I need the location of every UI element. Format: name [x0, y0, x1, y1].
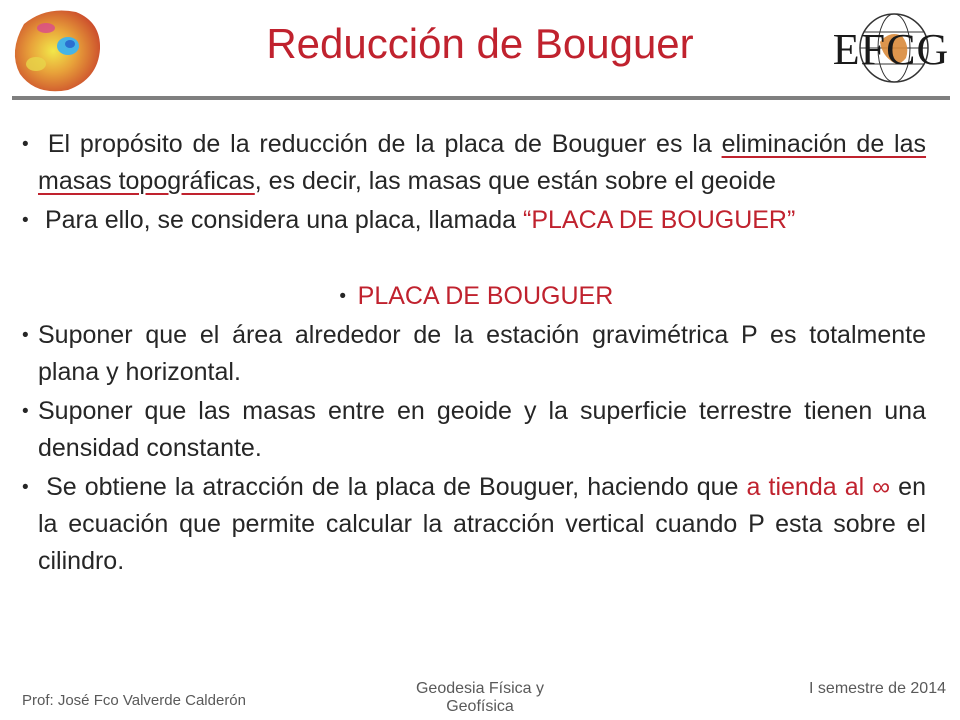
efcg-logo [828, 6, 954, 94]
section-heading [22, 278, 926, 315]
bullet-attraction [22, 469, 926, 580]
geoid-image [6, 4, 106, 96]
footer-author: Prof: José Fco Valverde Calderón [22, 692, 246, 709]
section-heading-text: PLACA DE BOUGUER [357, 282, 614, 310]
bullet-purpose-lead: El propósito de la reducción de la placa de Bouguer es la [47, 130, 722, 158]
infinity-symbol: ∞ [872, 473, 891, 501]
bullet-attraction-lead: Se obtiene la atracción de la placa de Bouguer, haciendo que [46, 473, 747, 501]
bullet-purpose [22, 126, 926, 200]
plate-name-quote: “PLACA DE BOUGUER” [523, 206, 796, 234]
slide-title: Reducción de Bouguer [266, 20, 694, 67]
bullet-attraction-tail: en la ecuación que permite calcular la atracción vertical cuando P esta sobre el cilindro. [38, 473, 926, 575]
bullet-purpose-tail: , es decir, las masas que están sobre el geoide [254, 167, 776, 195]
bullet-plate [22, 202, 926, 239]
bullet-plate-lead: Para ello, se considera una placa, llamada [44, 206, 524, 234]
spacer [22, 241, 926, 278]
slide-content [22, 126, 926, 582]
highlight-phrase: a tienda al [746, 473, 865, 501]
underlined-phrase: eliminación de las masas topográficas [38, 130, 927, 195]
title-divider [12, 96, 950, 100]
logo-text: EFCG [832, 25, 950, 74]
bullet-assumption-density: • Suponer que las masas entre en geoide y la superficie terrestre tienen una densidad constante. [22, 393, 926, 467]
bullet-assumption-flat: • Suponer que el área alrededor de la estación gravimétrica P es totalmente plana y horizontal. [22, 317, 926, 391]
footer-semester: I semestre de 2014 [809, 680, 946, 697]
footer-course: Geodesia Física y Geofísica [415, 680, 545, 715]
